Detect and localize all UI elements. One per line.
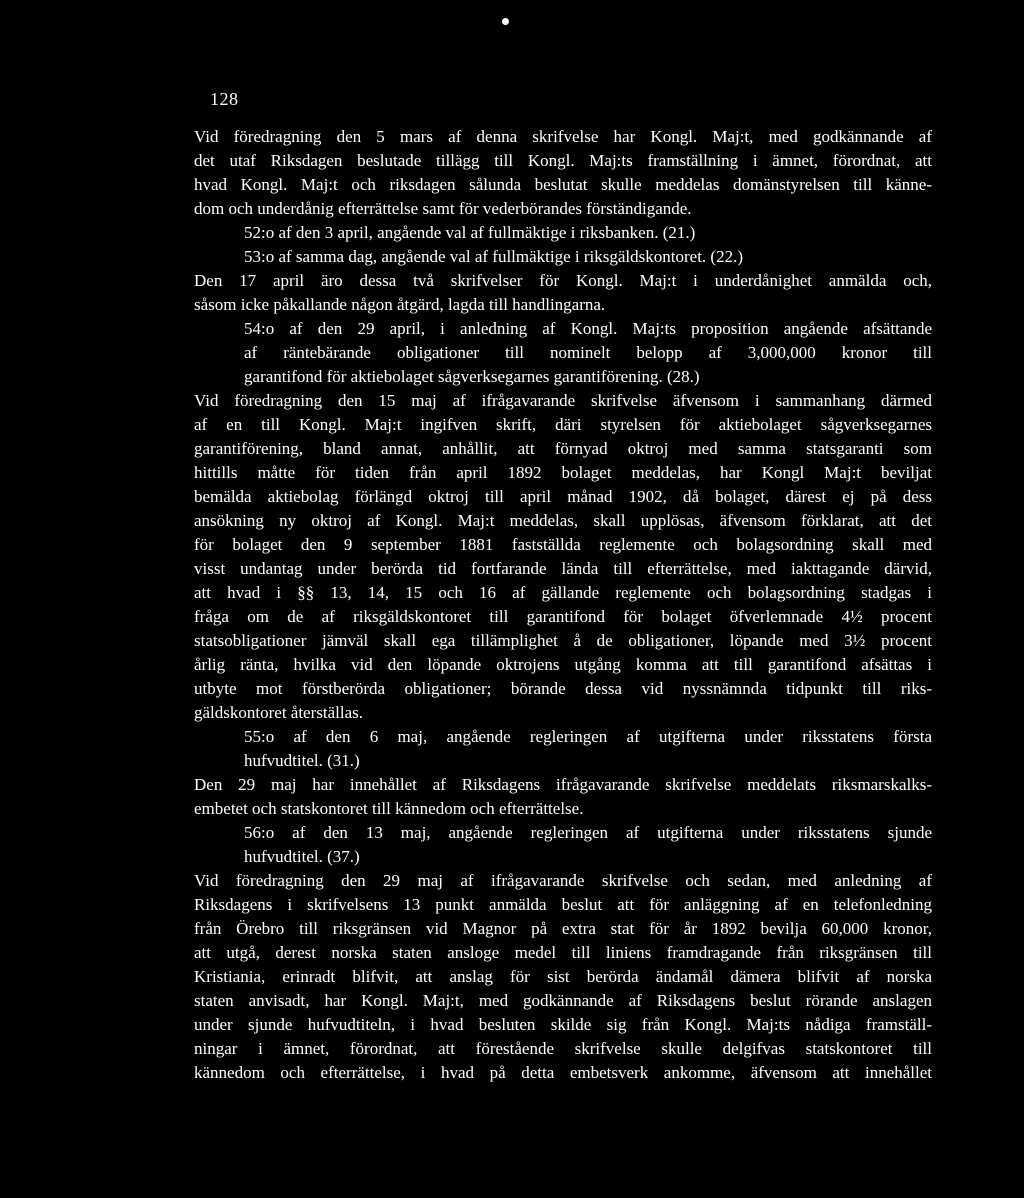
text-line: kännedom och efterrättelse, i hvad på detta embetsverk ankomme, äfvensom att innehållet	[194, 1063, 932, 1082]
text-line: 53:o af samma dag, angående val af fullmäktige i riksgäldskontoret. (22.)	[244, 247, 743, 266]
text-line: det utaf Riksdagen beslutade tillägg till Kongl. Maj:ts framställning i ämnet, förordnat, att	[194, 151, 932, 170]
text-line: såsom icke påkallande någon åtgärd, lagda till handlingarna.	[194, 295, 606, 314]
text-line: Riksdagens i skrifvelsens 13 punkt anmälda beslut att för anläggning af en telefonledning	[194, 895, 932, 914]
text-line: af en till Kongl. Maj:t ingifven skrift, däri styrelsen för aktiebolaget sågverksegarnes	[194, 415, 932, 434]
text-line: för bolaget den 9 september 1881 fastställda reglemente och bolagsordning skall med	[194, 535, 932, 554]
print-speck	[502, 18, 509, 25]
text-line: 56:o af den 13 maj, angående regleringen af utgifterna under riksstatens sjunde	[244, 823, 932, 842]
text-line: utbyte mot förstberörda obligationer; börande dessa vid nyssnämnda tidpunkt till riks-	[194, 679, 932, 698]
text-line: hufvudtitel. (37.)	[244, 847, 360, 866]
text-line: 52:o af den 3 april, angående val af fullmäktige i riksbanken. (21.)	[244, 223, 696, 242]
text-line: under sjunde hufvudtiteln, i hvad besluten skilde sig från Kongl. Maj:ts nådiga framställ-	[194, 1015, 932, 1034]
text-line: Vid föredragning den 5 mars af denna skrifvelse har Kongl. Maj:t, med godkännande af	[194, 127, 932, 146]
text-line: embetet och statskontoret till kännedom och efterrättelse.	[194, 799, 584, 818]
page-number: 128	[210, 89, 239, 109]
text-line: från Örebro till riksgränsen vid Magnor på extra stat för år 1892 bevilja 60,000 kronor,	[194, 919, 932, 938]
text-line: 55:o af den 6 maj, angående regleringen af utgifterna under riksstatens första	[244, 727, 932, 746]
text-line: Kristiania, erinradt blifvit, att anslag för sist berörda ändamål dämera blifvit af norska	[194, 967, 932, 986]
text-line: hvad Kongl. Maj:t och riksdagen sålunda beslutat skulle meddelas domänstyrelsen till känne-	[194, 175, 932, 194]
text-line: ansökning ny oktroj af Kongl. Maj:t meddelas, skall upplösas, äfvensom förklarat, att det	[194, 511, 932, 530]
text-line: Den 29 maj har innehållet af Riksdagens ifrågavarande skrifvelse meddelats riksmarskalks-	[194, 775, 932, 794]
text-line: hufvudtitel. (31.)	[244, 751, 360, 770]
text-line: gäldskontoret återställas.	[194, 703, 364, 722]
text-line: ningar i ämnet, förordnat, att förestående skrifvelse skulle delgifvas statskontoret till	[194, 1039, 932, 1058]
text-line: af räntebärande obligationer till nominelt belopp af 3,000,000 kronor till	[244, 343, 932, 362]
text-line: staten anvisadt, har Kongl. Maj:t, med godkännande af Riksdagens beslut rörande anslagen	[194, 991, 932, 1010]
text-line: hittills måtte för tiden från april 1892 bolaget meddelas, har Kongl Maj:t beviljat	[194, 463, 932, 482]
text-line: att utgå, derest norska staten ansloge medel till liniens framdragande från riksgränsen till	[194, 943, 932, 962]
text-line: Vid föredragning den 29 maj af ifrågavarande skrifvelse och sedan, med anledning af	[194, 871, 932, 890]
text-line: bemälda aktiebolag förlängd oktroj till april månad 1902, då bolaget, därest ej på dess	[194, 487, 932, 506]
text-line: att hvad i §§ 13, 14, 15 och 16 af gällande reglemente och bolagsordning stadgas i	[194, 583, 932, 602]
text-line: årlig ränta, hvilka vid den löpande oktrojens utgång komma att till garantifond afsättas i	[194, 655, 932, 674]
text-line: statsobligationer jämväl skall ega tillämplighet å de obligationer, löpande med 3½ procent	[194, 631, 932, 650]
text-line: garantifond för aktiebolaget sågverksegarnes garantiförening. (28.)	[244, 367, 700, 386]
text-line: Den 17 april äro dessa två skrifvelser för Kongl. Maj:t i underdånighet anmälda och,	[194, 271, 932, 290]
text-line: Vid föredragning den 15 maj af ifrågavarande skrifvelse äfvensom i sammanhang därmed	[194, 391, 932, 410]
text-line: 54:o af den 29 april, i anledning af Kongl. Maj:ts proposition angående afsättande	[244, 319, 932, 338]
text-line: garantiförening, bland annat, anhållit, att förnyad oktroj med samma statsgaranti som	[194, 439, 932, 458]
text-line: fråga om de af riksgäldskontoret till garantifond för bolaget öfverlemnade 4½ procent	[194, 607, 932, 626]
text-line: visst undantag under berörda tid fortfarande lända till efterrättelse, med iakttagande därvid,	[194, 559, 932, 578]
text-line: dom och underdånig efterrättelse samt för vederbörandes förständigande.	[194, 199, 692, 218]
